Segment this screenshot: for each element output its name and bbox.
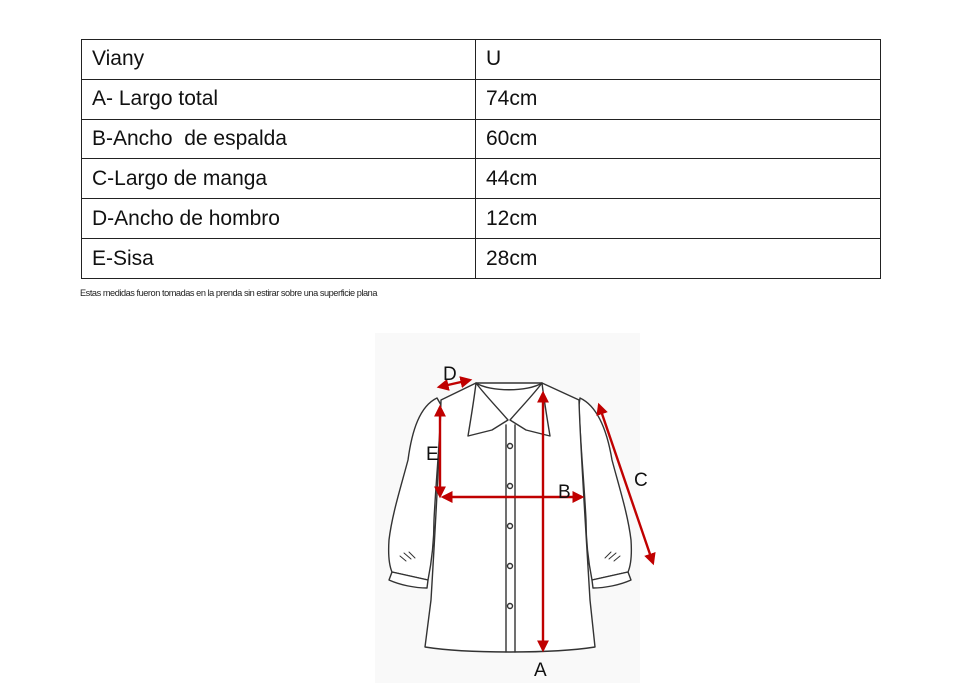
button bbox=[508, 564, 513, 569]
shirt-body bbox=[425, 383, 595, 652]
row-label: E-Sisa bbox=[82, 239, 476, 279]
shirt-drawing bbox=[389, 383, 632, 652]
row-value: 74cm bbox=[476, 79, 881, 119]
row-value: 60cm bbox=[476, 119, 881, 159]
label-a: A bbox=[534, 660, 547, 681]
measurement-note: Estas medidas fueron tomadas en la prenda sin estirar sobre una superficie plana bbox=[80, 288, 377, 298]
button bbox=[508, 604, 513, 609]
label-d: D bbox=[443, 364, 457, 385]
label-c: C bbox=[634, 470, 648, 491]
row-label: B-Ancho de espalda bbox=[82, 119, 476, 159]
button bbox=[508, 444, 513, 449]
row-label: A- Largo total bbox=[82, 79, 476, 119]
label-e: E bbox=[426, 444, 439, 465]
table-header-label: Viany bbox=[82, 40, 476, 80]
table-header-value: U bbox=[476, 40, 881, 80]
button bbox=[508, 484, 513, 489]
row-label: C-Largo de manga bbox=[82, 159, 476, 199]
row-value: 28cm bbox=[476, 239, 881, 279]
row-label: D-Ancho de hombro bbox=[82, 199, 476, 239]
button bbox=[508, 524, 513, 529]
row-value: 44cm bbox=[476, 159, 881, 199]
row-value: 12cm bbox=[476, 199, 881, 239]
label-b: B bbox=[558, 482, 571, 503]
